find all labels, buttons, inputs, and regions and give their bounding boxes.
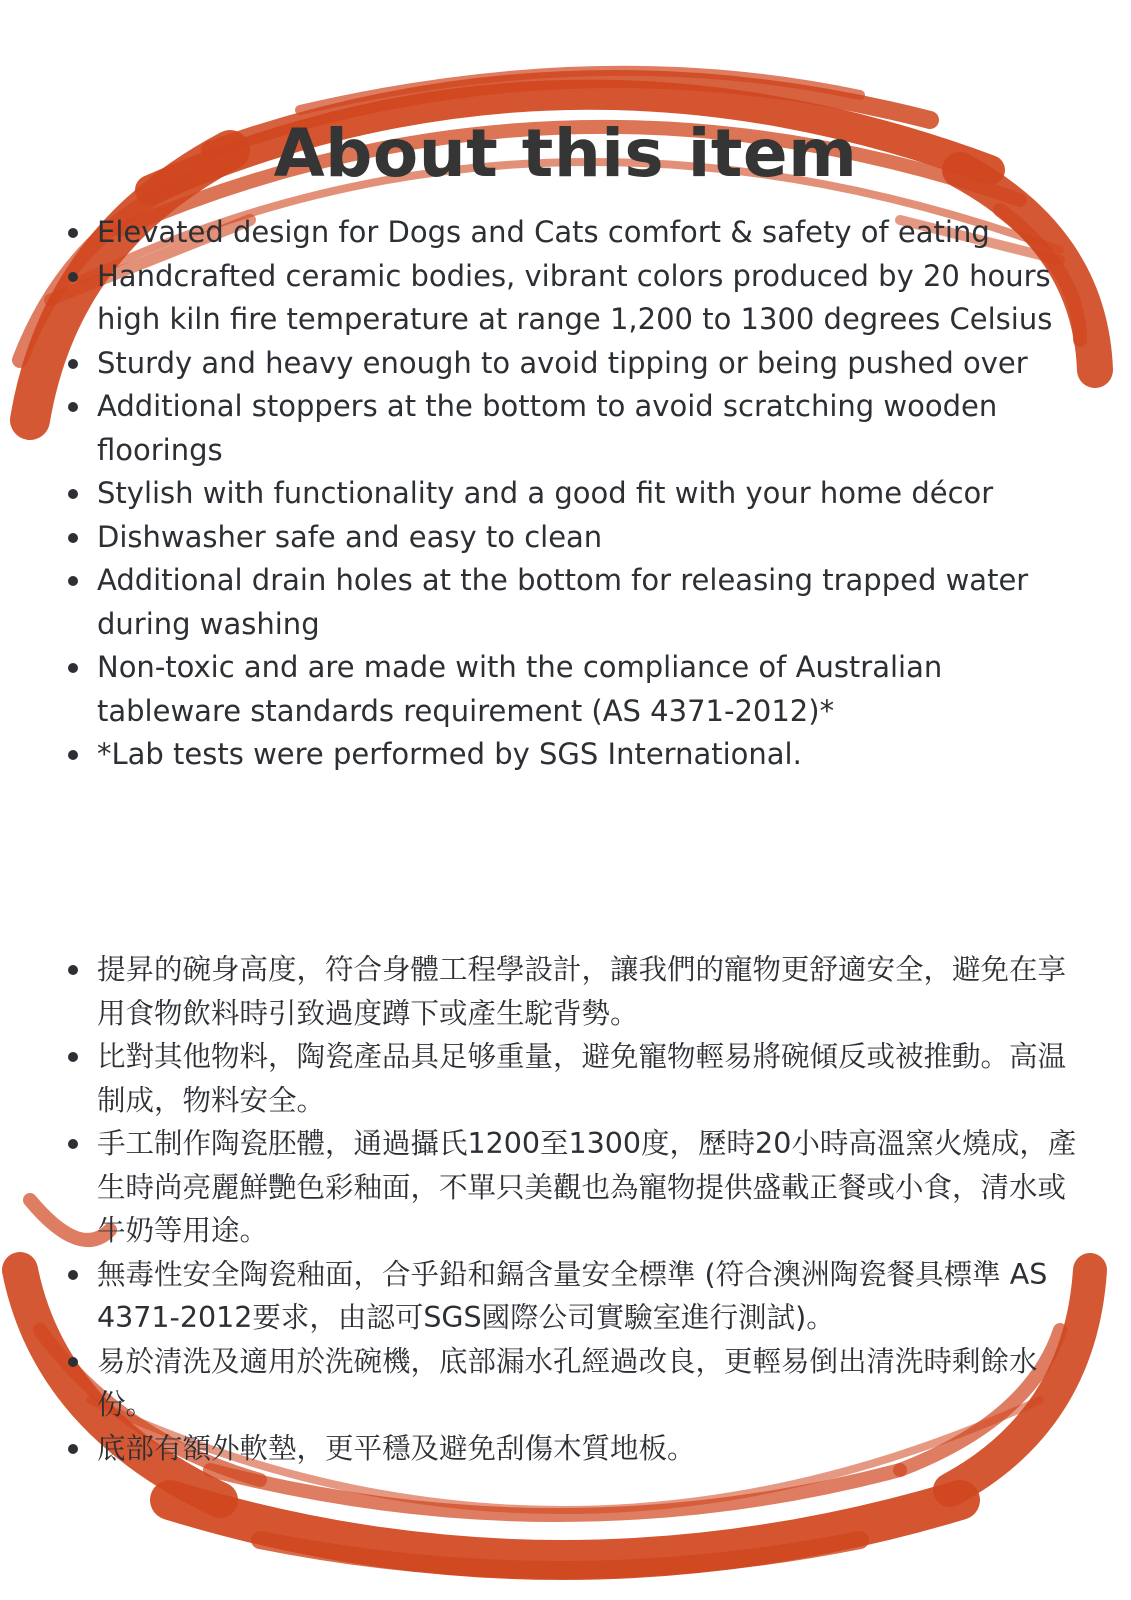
list-item: Dishwasher safe and easy to clean <box>68 516 1078 560</box>
page-title: About this item <box>273 115 858 192</box>
list-item: 比對其他物料，陶瓷產品具足够重量，避免寵物輕易將碗傾反或被推動。高温制成，物料安全。 <box>68 1035 1078 1122</box>
list-item: 手工制作陶瓷胚體，通過攝氏1200至1300度，歷時20小時高溫窯火燒成，產生時尚亮麗鮮艷色彩釉面，不單只美觀也為寵物提供盛載正餐或小食，清水或牛奶等用途。 <box>68 1122 1078 1253</box>
list-item: Sturdy and heavy enough to avoid tipping or being pushed over <box>68 342 1078 386</box>
list-item: Non-toxic and are made with the compliance of Australian tableware standards requirement (AS 4371-2012)* <box>68 646 1078 733</box>
list-item: 提昇的碗身高度，符合身體工程學設計，讓我們的寵物更舒適安全，避免在享用食物飲料時引致過度蹲下或產生駝背勢。 <box>68 948 1078 1035</box>
list-item: 易於清洗及適用於洗碗機，底部漏水孔經過改良，更輕易倒出清洗時剩餘水份。 <box>68 1340 1078 1427</box>
list-item: Stylish with functionality and a good fit with your home décor <box>68 472 1078 516</box>
english-feature-list <box>68 211 1078 777</box>
chinese-feature-list <box>68 948 1078 1470</box>
list-item: 底部有額外軟墊，更平穩及避免刮傷木質地板。 <box>68 1427 1078 1471</box>
list-item: Handcrafted ceramic bodies, vibrant colors produced by 20 hours high kiln fire temperature at range 1,200 to 1300 degrees Celsius <box>68 255 1078 342</box>
list-item: Additional stoppers at the bottom to avoid scratching wooden floorings <box>68 385 1078 472</box>
list-item: *Lab tests were performed by SGS International. <box>68 733 1078 777</box>
list-item: Additional drain holes at the bottom for releasing trapped water during washing <box>68 559 1078 646</box>
list-item: 無毒性安全陶瓷釉面，合乎鉛和鎘含量安全標準 (符合澳洲陶瓷餐具標準 AS 4371-2012要求，由認可SGS國際公司實驗室進行測試)。 <box>68 1253 1078 1340</box>
list-item: Elevated design for Dogs and Cats comfort & safety of eating <box>68 211 1078 255</box>
